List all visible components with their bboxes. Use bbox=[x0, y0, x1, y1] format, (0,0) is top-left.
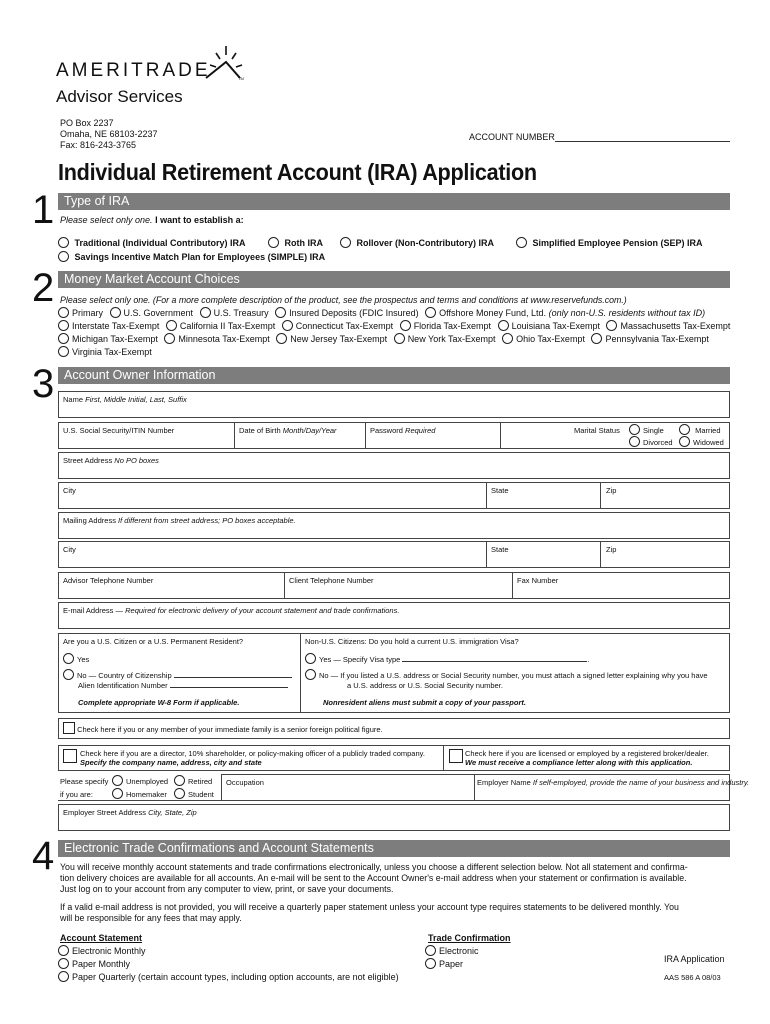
mailing-city-field[interactable]: City bbox=[63, 545, 76, 554]
mailing-state-field[interactable]: State bbox=[491, 545, 509, 554]
section-header-account-owner bbox=[58, 367, 730, 384]
status-unemployed[interactable] bbox=[112, 775, 168, 786]
section-title: Type of IRA bbox=[64, 194, 130, 208]
checkbox[interactable] bbox=[63, 722, 75, 734]
radio-button[interactable] bbox=[425, 958, 436, 969]
option-label: New Jersey Tax-Exempt bbox=[290, 334, 388, 344]
section-title: Money Market Account Choices bbox=[64, 272, 240, 286]
mm-row-1 bbox=[58, 307, 705, 318]
phone-row bbox=[58, 572, 730, 599]
label-hint: Required for electronic delivery of your account statement and trade confirmations. bbox=[125, 606, 400, 615]
visa-no-cont: a U.S. address or U.S. Social Security number. bbox=[347, 681, 503, 690]
mailing-city-state-zip-row bbox=[58, 541, 730, 568]
label-hint: City, State, Zip bbox=[148, 808, 197, 817]
label-hint: If self-employed, provide the name of your business and industry. bbox=[532, 778, 750, 787]
option-label: Florida Tax-Exempt bbox=[413, 321, 492, 331]
employer-label bbox=[475, 775, 750, 790]
visa-type-field[interactable] bbox=[402, 661, 587, 662]
mailing-label bbox=[59, 513, 729, 528]
electronic-paragraph-1 bbox=[60, 862, 688, 895]
citizen-question: Are you a U.S. Citizen or a U.S. Permanent Resident? bbox=[63, 637, 244, 646]
radio-button[interactable] bbox=[110, 307, 121, 318]
radio-button[interactable] bbox=[58, 958, 69, 969]
occupation-field[interactable] bbox=[221, 774, 475, 801]
label-text: Mailing Address bbox=[63, 516, 116, 525]
option-note: (only non-U.S. residents without tax ID) bbox=[548, 308, 706, 318]
street-label bbox=[59, 453, 729, 468]
radio-button[interactable] bbox=[629, 436, 640, 447]
option-label: Traditional (Individual Contributory) IRA bbox=[74, 238, 246, 248]
radio-button[interactable] bbox=[58, 945, 69, 956]
radio-button[interactable] bbox=[200, 307, 211, 318]
option-label: Alien Identification Number bbox=[78, 681, 168, 690]
instruction-bold: I want to establish a: bbox=[152, 215, 244, 225]
radio-button[interactable] bbox=[63, 669, 74, 680]
marital-status-label: Marital Status bbox=[574, 426, 620, 435]
address-line: Omaha, NE 68103-2237 bbox=[60, 129, 158, 139]
radio-button[interactable] bbox=[591, 333, 602, 344]
option-label: Rollover (Non-Contributory) IRA bbox=[356, 238, 495, 248]
employer-field[interactable] bbox=[475, 774, 750, 801]
mailing-address bbox=[60, 118, 158, 151]
radio-button[interactable] bbox=[305, 653, 316, 664]
label-text: Date of Birth bbox=[239, 426, 281, 435]
password-field[interactable] bbox=[370, 426, 435, 435]
radio-button[interactable] bbox=[498, 320, 509, 331]
option-label: Yes — Specify Visa type bbox=[319, 655, 401, 664]
radio-button[interactable] bbox=[305, 669, 316, 680]
option-label: Divorced bbox=[643, 438, 673, 447]
option-label: Connecticut Tax-Exempt bbox=[295, 321, 394, 331]
option-label: Married bbox=[695, 426, 721, 435]
ira-option-traditional[interactable] bbox=[58, 237, 246, 248]
street-address-field[interactable] bbox=[58, 452, 730, 479]
ira-option-sep[interactable] bbox=[516, 237, 703, 248]
option-label: No — If you listed a U.S. address or Social Security number, you must attach a signed letter explaining why you have bbox=[319, 671, 708, 680]
nonresident-note: Nonresident aliens must submit a copy of your passport. bbox=[323, 698, 526, 707]
citizenship-block bbox=[58, 633, 730, 713]
w8-note: Complete appropriate W-8 Form if applicable. bbox=[78, 698, 240, 707]
status-student[interactable] bbox=[174, 788, 214, 799]
page-title: Individual Retirement Account (IRA) Application bbox=[58, 159, 537, 185]
paragraph-line: You will receive monthly account statements and trade confirmations electronically, unless you choose a different selection below. Not all statement and confirma- bbox=[60, 862, 688, 872]
option-label: Ohio Tax-Exempt bbox=[516, 334, 585, 344]
paragraph-line: tion delivery choices are available for all accounts. An e-mail will be sent to the Account Owner's e-mail address when your statement or confirmation is available. bbox=[60, 873, 687, 883]
checkbox[interactable] bbox=[449, 749, 463, 763]
option-label: U.S. Treasury bbox=[213, 308, 269, 318]
radio-button[interactable] bbox=[679, 424, 690, 435]
affiliation-row bbox=[58, 745, 730, 771]
please-specify-label: Please specify bbox=[60, 777, 109, 786]
section-header-type-of-ira bbox=[58, 193, 730, 210]
radio-button[interactable] bbox=[63, 653, 74, 664]
ira-option-rollover[interactable] bbox=[340, 237, 494, 248]
ira-instructions bbox=[60, 215, 244, 225]
radio-button[interactable] bbox=[166, 320, 177, 331]
label-hint: No PO boxes bbox=[114, 456, 159, 465]
ira-option-roth[interactable] bbox=[268, 237, 323, 248]
trademark: TM bbox=[238, 76, 244, 81]
option-label: Savings Incentive Match Plan for Employees (SIMPLE) IRA bbox=[74, 252, 326, 262]
option-label: Simplified Employee Pension (SEP) IRA bbox=[532, 238, 703, 248]
option-label: Paper bbox=[439, 959, 464, 969]
option-label: Offshore Money Fund, Ltd. bbox=[439, 308, 547, 318]
option-label: Insured Deposits (FDIC Insured) bbox=[289, 308, 419, 318]
country-field[interactable] bbox=[174, 677, 292, 678]
mm-row-2 bbox=[58, 320, 730, 331]
employment-row bbox=[58, 774, 750, 801]
option-label: Widowed bbox=[693, 438, 724, 447]
name-field-label bbox=[59, 392, 729, 407]
electronic-paragraph-2 bbox=[60, 902, 679, 924]
political-figure-checkbox[interactable] bbox=[63, 722, 383, 734]
option-label: Paper Quarterly (certain account types, including option accounts, are not eligible) bbox=[72, 972, 399, 982]
trade-confirmation-heading: Trade Confirmation bbox=[428, 933, 511, 943]
label-text: Street Address bbox=[63, 456, 113, 465]
option-label: Roth IRA bbox=[284, 238, 324, 248]
zip-field[interactable]: Zip bbox=[606, 486, 617, 495]
marital-single[interactable] bbox=[629, 424, 664, 435]
state-field[interactable]: State bbox=[491, 486, 509, 495]
citizen-yes[interactable] bbox=[63, 653, 89, 664]
section-number: 3 bbox=[32, 362, 55, 406]
radio-button[interactable] bbox=[164, 333, 175, 344]
radio-button[interactable] bbox=[629, 424, 640, 435]
broker-label: Check here if you are licensed or employed by a registered broker/dealer. bbox=[465, 749, 709, 758]
option-label: Electronic bbox=[439, 946, 479, 956]
option-label: Student bbox=[188, 790, 214, 799]
radio-button[interactable] bbox=[425, 945, 436, 956]
radio-button[interactable] bbox=[112, 788, 123, 799]
account-number-field[interactable] bbox=[555, 141, 730, 142]
radio-button[interactable] bbox=[340, 237, 351, 248]
option-label: Pennsylvania Tax-Exempt bbox=[605, 334, 709, 344]
section-header-money-market bbox=[58, 271, 730, 288]
label-text: Employer Name bbox=[477, 778, 531, 787]
option-label: Single bbox=[643, 426, 664, 435]
label-hint: First, Middle Initial, Last, Suffix bbox=[85, 395, 187, 404]
section-number: 4 bbox=[32, 834, 55, 878]
radio-button[interactable] bbox=[58, 307, 69, 318]
checkbox[interactable] bbox=[63, 749, 77, 763]
option-label: Michigan Tax-Exempt bbox=[72, 334, 158, 344]
director-checkbox[interactable] bbox=[63, 749, 77, 763]
ssn-field[interactable] bbox=[63, 426, 174, 435]
mm-row-3 bbox=[58, 333, 709, 344]
radio-button[interactable] bbox=[606, 320, 617, 331]
mm-row-4 bbox=[58, 346, 152, 357]
visa-yes[interactable]: Yes — Specify Visa type . bbox=[305, 653, 589, 664]
option-label: Massachusetts Tax-Exempt bbox=[620, 321, 731, 331]
radio-button[interactable] bbox=[400, 320, 411, 331]
radio-button[interactable] bbox=[58, 251, 69, 262]
label-hint: Month/Day/Year bbox=[282, 426, 337, 435]
employer-street-label bbox=[59, 805, 729, 820]
marital-married[interactable] bbox=[679, 424, 721, 435]
broker-checkbox[interactable] bbox=[449, 749, 463, 763]
radio-button[interactable] bbox=[58, 346, 69, 357]
radio-button[interactable] bbox=[58, 971, 69, 982]
client-phone-field[interactable]: Client Telephone Number bbox=[289, 576, 374, 585]
radio-button[interactable] bbox=[516, 237, 527, 248]
political-figure-row bbox=[58, 718, 730, 739]
dob-field[interactable] bbox=[239, 426, 337, 435]
address-line: PO Box 2237 bbox=[60, 118, 114, 128]
city-state-zip-row bbox=[58, 482, 730, 509]
name-field[interactable] bbox=[58, 391, 730, 418]
advisor-services-label: Advisor Services bbox=[56, 87, 183, 106]
option-label: Homemaker bbox=[126, 790, 167, 799]
form-code: AAS 586 A 08/03 bbox=[664, 973, 721, 982]
option-label: Interstate Tax-Exempt bbox=[72, 321, 160, 331]
advisor-phone-field[interactable]: Advisor Telephone Number bbox=[63, 576, 154, 585]
money-market-instructions: Please select only one. (For a more complete description of the product, see the prospectus and terms and conditions at www.reservefunds.com.) bbox=[60, 295, 627, 305]
form-name: IRA Application bbox=[664, 954, 725, 964]
label-text: E-mail Address — bbox=[63, 606, 124, 615]
ira-option-simple[interactable] bbox=[58, 251, 325, 262]
confirmation-electronic[interactable] bbox=[425, 945, 479, 956]
radio-button[interactable] bbox=[112, 775, 123, 786]
status-homemaker[interactable] bbox=[112, 788, 167, 799]
radio-button[interactable] bbox=[679, 436, 690, 447]
section-title: Electronic Trade Confirmations and Account Statements bbox=[64, 841, 374, 855]
checkbox-label: Check here if you or any member of your immediate family is a senior foreign political figure. bbox=[77, 725, 383, 734]
ssn-dob-row bbox=[58, 422, 730, 449]
statement-electronic-monthly[interactable] bbox=[58, 945, 146, 956]
option-label: Retired bbox=[188, 777, 213, 786]
radio-button[interactable] bbox=[268, 237, 279, 248]
address-line: Fax: 816-243-3765 bbox=[60, 140, 137, 150]
option-label: California II Tax-Exempt bbox=[179, 321, 276, 331]
citizen-no[interactable] bbox=[63, 669, 292, 680]
radio-button[interactable] bbox=[58, 320, 69, 331]
option-label: Electronic Monthly bbox=[72, 946, 146, 956]
city-field[interactable]: City bbox=[63, 486, 76, 495]
radio-button[interactable] bbox=[58, 237, 69, 248]
label-hint: If different from street address; PO boxes acceptable. bbox=[118, 516, 296, 525]
option-label: New York Tax-Exempt bbox=[407, 334, 496, 344]
section-header-electronic bbox=[58, 840, 730, 857]
account-number-label: ACCOUNT NUMBER bbox=[469, 132, 555, 142]
radio-button[interactable] bbox=[502, 333, 513, 344]
label-text: Name bbox=[63, 395, 84, 404]
radio-button[interactable] bbox=[58, 333, 69, 344]
label-text: U.S. Social Security/ITIN Number bbox=[63, 426, 175, 435]
option-label: U.S. Government bbox=[123, 308, 194, 318]
occupation-label: Occupation bbox=[226, 778, 264, 787]
label-hint: Required bbox=[405, 426, 436, 435]
option-label: Louisiana Tax-Exempt bbox=[511, 321, 600, 331]
radio-button[interactable] bbox=[275, 307, 286, 318]
section-number: 1 bbox=[32, 188, 55, 232]
label-text: Employer Street Address bbox=[63, 808, 146, 817]
visa-no[interactable] bbox=[305, 669, 708, 680]
option-label: Virginia Tax-Exempt bbox=[72, 347, 152, 357]
brand-logo-text: AMERITRADE bbox=[56, 60, 211, 81]
alien-id bbox=[78, 681, 288, 690]
alien-id-field[interactable] bbox=[170, 687, 288, 688]
label-text: Password bbox=[370, 426, 403, 435]
instruction-italic: Please select only one. bbox=[60, 215, 153, 225]
option-label: Paper Monthly bbox=[72, 959, 131, 969]
radio-button[interactable] bbox=[276, 333, 287, 344]
email-label bbox=[59, 603, 729, 618]
marital-divorced[interactable] bbox=[629, 436, 673, 447]
email-field[interactable] bbox=[58, 602, 730, 629]
option-label: Unemployed bbox=[126, 777, 169, 786]
fax-field[interactable]: Fax Number bbox=[517, 576, 559, 585]
mailing-zip-field[interactable]: Zip bbox=[606, 545, 617, 554]
director-label: Check here if you are a director, 10% shareholder, or policy-making officer of a publicly traded company. bbox=[80, 749, 425, 758]
radio-button[interactable] bbox=[174, 788, 185, 799]
visa-question: Non-U.S. Citizens: Do you hold a current U.S. immigration Visa? bbox=[305, 637, 519, 646]
section-number: 2 bbox=[32, 266, 55, 310]
broker-hint: We must receive a compliance letter along with this application. bbox=[465, 758, 693, 767]
director-hint: Specify the company name, address, city and state bbox=[80, 758, 262, 767]
statement-paper-monthly[interactable] bbox=[58, 958, 130, 969]
account-statement-heading: Account Statement bbox=[60, 933, 143, 943]
status-retired[interactable] bbox=[174, 775, 212, 786]
mailing-address-field[interactable] bbox=[58, 512, 730, 539]
option-label: No — Country of Citizenship bbox=[77, 671, 172, 680]
paragraph-line: Just log on to your account from any computer to view, print, or save your documents. bbox=[60, 884, 394, 894]
option-label: Yes bbox=[77, 655, 90, 664]
section-title: Account Owner Information bbox=[64, 368, 216, 382]
option-label: Primary bbox=[72, 308, 103, 318]
radio-button[interactable] bbox=[425, 307, 436, 318]
radio-button[interactable] bbox=[394, 333, 405, 344]
paragraph-line: will be responsible for any fees that may apply. bbox=[60, 913, 242, 923]
option-label: Minnesota Tax-Exempt bbox=[178, 334, 270, 344]
marital-widowed[interactable] bbox=[679, 436, 724, 447]
confirmation-paper[interactable] bbox=[425, 958, 463, 969]
paragraph-line: If a valid e-mail address is not provided, you will receive a quarterly paper statement unless your account type requires statements to be delivered monthly. You bbox=[60, 902, 679, 912]
radio-button[interactable] bbox=[282, 320, 293, 331]
statement-paper-quarterly[interactable] bbox=[58, 971, 399, 982]
if-you-are-label: if you are: bbox=[60, 790, 93, 799]
radio-button[interactable] bbox=[174, 775, 185, 786]
employer-street-field[interactable] bbox=[58, 804, 730, 831]
